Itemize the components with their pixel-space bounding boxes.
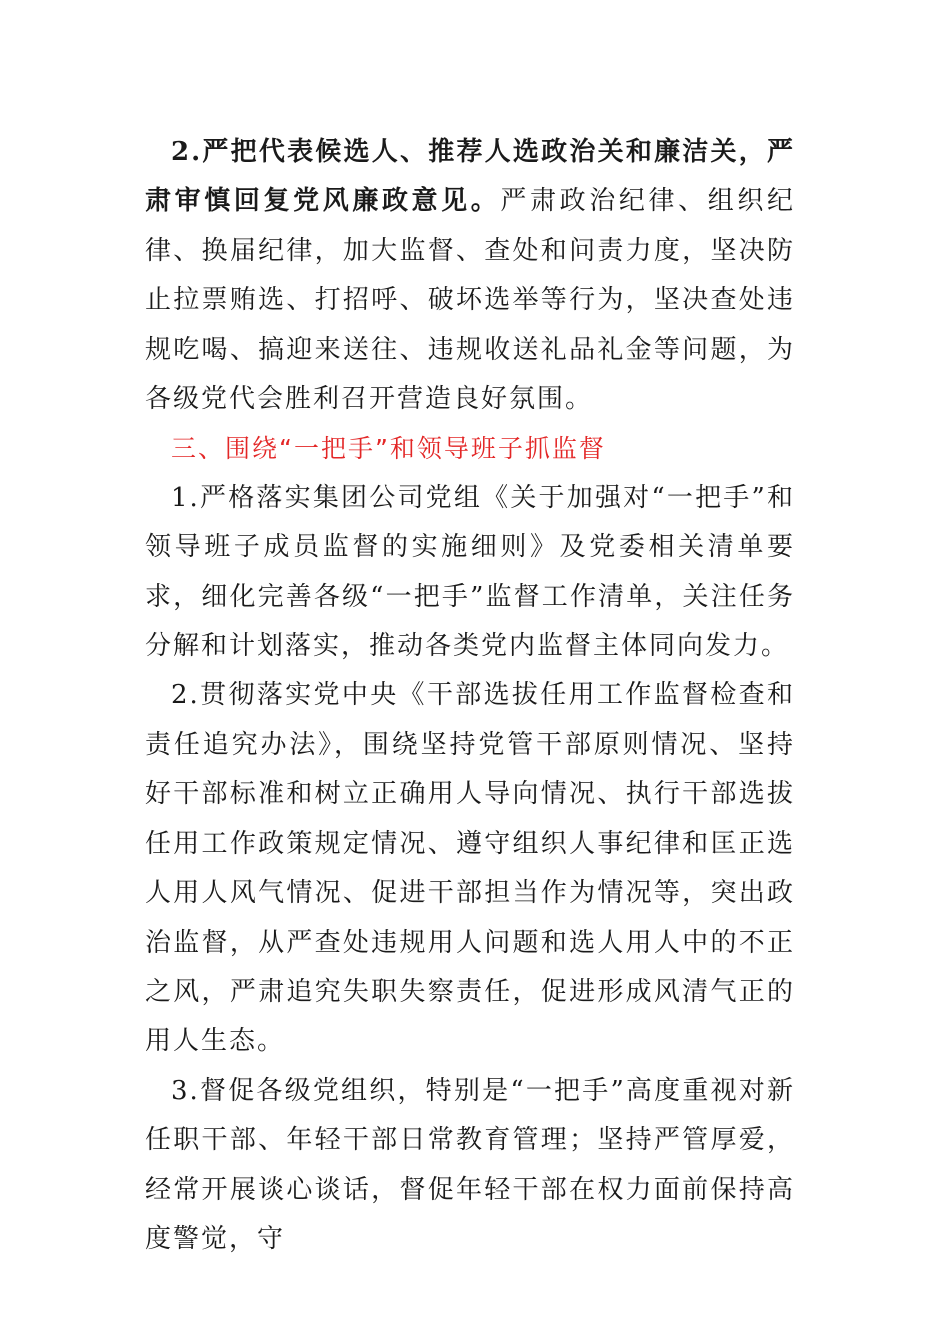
document-body	[145, 128, 795, 1264]
section-heading-3: 三、围绕“一把手”和领导班子抓监督	[171, 434, 606, 464]
paragraph-text: 严肃政治纪律、组织纪律、换届纪律，加大监督、查处和问责力度，坚决防止拉票贿选、打招呼、破坏选举等行为，坚决查处违规吃喝、搞迎来送往、违规收送礼品礼金等问题，为各级党代会胜利召开营造良好氛围。	[145, 186, 795, 415]
paragraph-3-2: 2.贯彻落实党中央《干部选拔任用工作监督检查和责任追究办法》，围绕坚持党管干部原则情况、坚持好干部标准和树立正确用人导向情况、执行干部选拔任用工作政策规定情况、遵守组织人事纪律和匡正选人用人风气情况、促进干部担当作为情况等，突出政治监督，从严查处违规用人问题和选人用人中的不正之风，严肃追究失职失察责任，促进形成风清气正的用人生态。	[145, 680, 795, 1057]
paragraph-3-1: 1.严格落实集团公司党组《关于加强对“一把手”和领导班子成员监督的实施细则》及党委相关清单要求，细化完善各级“一把手”监督工作清单，关注任务分解和计划落实，推动各类党内监督主体同向发力。	[145, 482, 795, 662]
paragraph-2-1	[145, 128, 795, 424]
paragraph-bold-lead: 2.严把代表候选人、推荐人选政治关和廉洁关，严肃审慎回复党风廉政意见。	[145, 137, 795, 217]
paragraph-3-3: 3.督促各级党组织，特别是“一把手”高度重视对新任职干部、年轻干部日常教育管理；坚持严管厚爱，经常开展谈心谈话，督促年轻干部在权力面前保持高度警觉，守	[145, 1075, 795, 1254]
